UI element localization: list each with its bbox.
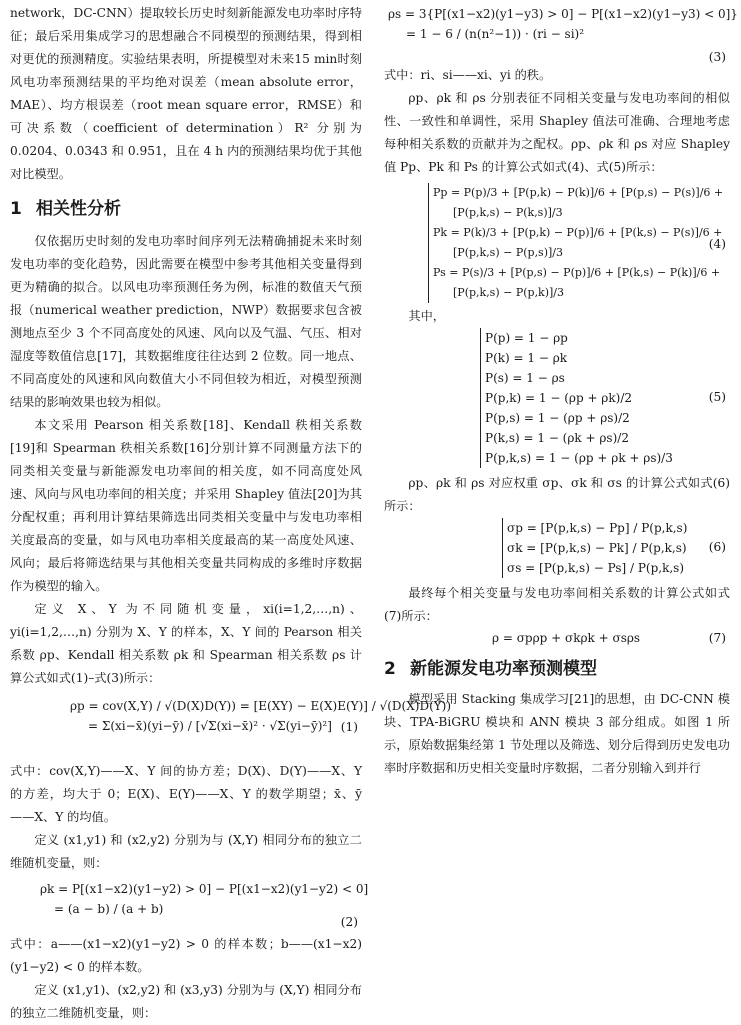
paragraph-3: 定义 X、Y 为不同随机变量，xi(i=1,2,…,n)、yi(i=1,2,…,n) 分别为 X、Y 的样本，X、Y 间的 Pearson 相关系数 ρp、Kendall 相关系数 ρk 和 Spearman 相关系数 ρs 计算公式如式(1)–式(3)所示： bbox=[10, 602, 362, 685]
equation-6-brace bbox=[502, 518, 688, 578]
equation-7 bbox=[384, 628, 730, 650]
section-1-title: 相关性分析 bbox=[36, 199, 121, 219]
equation-5-line: P(p) = 1 − ρp bbox=[485, 331, 568, 345]
equation-2-line-a: ρk = P[(x1−x2)(y1−y2) > 0] − P[(x1−x2)(y1−y2) < 0] bbox=[40, 882, 369, 896]
equation-4-line: [P(p,k,s) − P(p,s)]/3 bbox=[453, 246, 563, 259]
equation-1 bbox=[10, 696, 452, 760]
equation-6 bbox=[384, 518, 730, 578]
section-2-number: 2 bbox=[384, 659, 396, 679]
equation-6-line: σp = [P(p,k,s) − Pp] / P(p,k,s) bbox=[507, 521, 688, 535]
equation-4-line: [P(p,k,s) − P(p,k)]/3 bbox=[453, 286, 565, 299]
section-1-heading bbox=[10, 194, 362, 224]
equation-1-line-a: ρp = cov(X,Y) / √(D(X)D(Y)) = [E(XY) − E(X)E(Y)] / √(D(X)D(Y)) bbox=[70, 699, 452, 713]
right-column bbox=[384, 0, 738, 780]
equation-3 bbox=[384, 4, 738, 64]
equation-4-line: Pp = P(p)/3 + [P(p,k) − P(k)]/6 + [P(p,s) − P(s)]/6 + bbox=[433, 186, 724, 199]
equation-4-line: [P(p,k,s) − P(k,s)]/3 bbox=[453, 206, 563, 219]
equation-7-line: ρ = σpρp + σkρk + σsρs bbox=[492, 631, 641, 645]
equation-5-line: P(k) = 1 − ρk bbox=[485, 351, 568, 365]
equation-2-number: (2) bbox=[340, 915, 358, 929]
equation-4-brace bbox=[428, 183, 724, 303]
paragraph-13: 模型采用 Stacking 集成学习[21]的思想，由 DC-CNN 模块、TPA-BiGRU 模块和 ANN 模块 3 部分组成。如图 1 所示，原始数据集经第 1 节处理以及筛选、划分后得到历史发电功率时序数据和历史相关变量时序数据，二者分别输入到并行 bbox=[384, 692, 730, 775]
equation-6-number: (6) bbox=[708, 540, 726, 554]
equation-4-number: (4) bbox=[708, 237, 726, 251]
section-1-number: 1 bbox=[10, 199, 22, 219]
equation-1-line-b: = Σ(xi−x̄)(yi−ȳ) / [√Σ(xi−x̄)² · √Σ(yi−ȳ)²] bbox=[88, 719, 332, 733]
section-2-title: 新能源发电功率预测模型 bbox=[410, 659, 597, 679]
paragraph-4: 式中：cov(X,Y)——X、Y 间的协方差；D(X)、D(Y)——X、Y 的方差，均大于 0；E(X)、E(Y)——X、Y 的数学期望；x̄、ȳ——X、Y 的均值。 bbox=[10, 764, 362, 824]
paragraph-5: 定义 (x1,y1) 和 (x2,y2) 分别为与 (X,Y) 相同分布的独立二维随机变量，则： bbox=[10, 833, 362, 870]
paragraph-10: 其中， bbox=[408, 309, 445, 323]
equation-5-line: P(k,s) = 1 − (ρk + ρs)/2 bbox=[485, 431, 629, 445]
paragraph-11: ρp、ρk 和 ρs 对应权重 σp、σk 和 σs 的计算公式如式(6)所示： bbox=[384, 476, 730, 513]
equation-5-number: (5) bbox=[708, 390, 726, 404]
paragraph-2: 本文采用 Pearson 相关系数[18]、Kendall 秩相关系数[19]和 Spearman 秩相关系数[16]分别计算不同测量方法下的同类相关变量与新能源发电功率间的相关度，如不同高度处风速、风向与风电功率间的相关度；并采用 Shapley 值法[20]为其分配权重；再利用计算结果筛选出同类相关变量中与发电功率相关度最高的变量，如与风电功率相关度最高的某一高度处风速、风向；最后将筛选结果与其他相关变量共同构成的多维时序数据作为模型的输入。 bbox=[10, 418, 362, 593]
equation-3-number: (3) bbox=[708, 50, 726, 64]
paragraph-9: ρp、ρk 和 ρs 分别表征不同相关变量与发电功率间的相似性、一致性和单调性，采用 Shapley 值法可准确、合理地考虑每种相关系数的贡献并为之配权。ρp、ρk 和 ρs 对应 Shapley 值 Pp、Pk 和 Ps 的计算公式如式(4)、式(5)所示： bbox=[384, 91, 730, 174]
equation-5-line: P(p,k,s) = 1 − (ρp + ρk + ρs)/3 bbox=[485, 451, 673, 465]
equation-5-line: P(p,s) = 1 − (ρp + ρs)/2 bbox=[485, 411, 630, 425]
equation-3-line-b: = 1 − 6 / (n(n²−1)) · (ri − si)² bbox=[406, 27, 585, 41]
paragraph-12: 最终每个相关变量与发电功率间相关系数的计算公式如式(7)所示： bbox=[384, 586, 730, 623]
equation-2-line-b: = (a − b) / (a + b) bbox=[54, 902, 164, 916]
equation-1-number: (1) bbox=[340, 720, 358, 734]
equation-6-line: σs = [P(p,k,s) − Ps] / P(p,k,s) bbox=[507, 561, 685, 575]
paragraph-8: 式中：ri、si——xi、yi 的秩。 bbox=[384, 68, 552, 82]
paragraph-1: 仅依据历史时刻的发电功率时间序列无法精确捕捉未来时刻发电功率的变化趋势，因此需要在模型中参考其他相关变量得到更为精确的拟合。以风电功率预测任务为例，标准的数值天气预报（numerical weather prediction，NWP）数据要求包含被测地点至少 3 个不同高度处的风速、风向以及气温、气压、相对湿度等数值信息[17]，其数据维度往往达到 2 位数。同一地点、不同高度处的风速和风向数值大小不同但较为相近，对模型预测结果的影响效果也较为相似。 bbox=[10, 234, 362, 409]
paragraph-7: 定义 (x1,y1)、(x2,y2) 和 (x3,y3) 分别为与 (X,Y) 相同分布的独立二维随机变量，则： bbox=[10, 983, 362, 1020]
equation-5-brace bbox=[480, 328, 675, 468]
equation-5-line: P(s) = 1 − ρs bbox=[485, 371, 565, 385]
section-2-heading bbox=[384, 654, 730, 684]
equation-4-line: Ps = P(s)/3 + [P(p,s) − P(p)]/6 + [P(k,s) − P(k)]/6 + bbox=[433, 266, 721, 279]
equation-4 bbox=[384, 183, 730, 303]
equation-6-line: σk = [P(p,k,s) − Pk] / P(p,k,s) bbox=[507, 541, 687, 555]
intro-paragraph: network，DC-CNN）提取较长历史时刻新能源发电功率时序特征；最后采用集成学习的思想融合不同模型的预测结果，得到相对更优的预测精度。实验结果表明，所提模型对未来15 min时刻风电功率预测结果的平均绝对误差（mean absolute error，MAE）、均方根误差（root mean square error，RMSE）和可决系数（coefficient of determination）R² 分别为 0.0204、0.0343 和 0.951，且在 4 h 内的预测结果均优于其他对比模型。 bbox=[10, 6, 362, 181]
equation-5-line: P(p,k) = 1 − (ρp + ρk)/2 bbox=[485, 391, 632, 405]
equation-3-line-a: ρs = 3{P[(x1−x2)(y1−y3) > 0] − P[(x1−x2)(y1−y3) < 0]} bbox=[388, 7, 738, 21]
equation-2 bbox=[10, 879, 369, 933]
equation-5 bbox=[384, 328, 730, 468]
paragraph-6: 式中：a——(x1−x2)(y1−y2) > 0 的样本数；b——(x1−x2)(y1−y2) < 0 的样本数。 bbox=[10, 937, 362, 974]
equation-7-number: (7) bbox=[708, 631, 726, 645]
equation-4-line: Pk = P(k)/3 + [P(p,k) − P(p)]/6 + [P(k,s) − P(s)]/6 + bbox=[433, 226, 723, 239]
